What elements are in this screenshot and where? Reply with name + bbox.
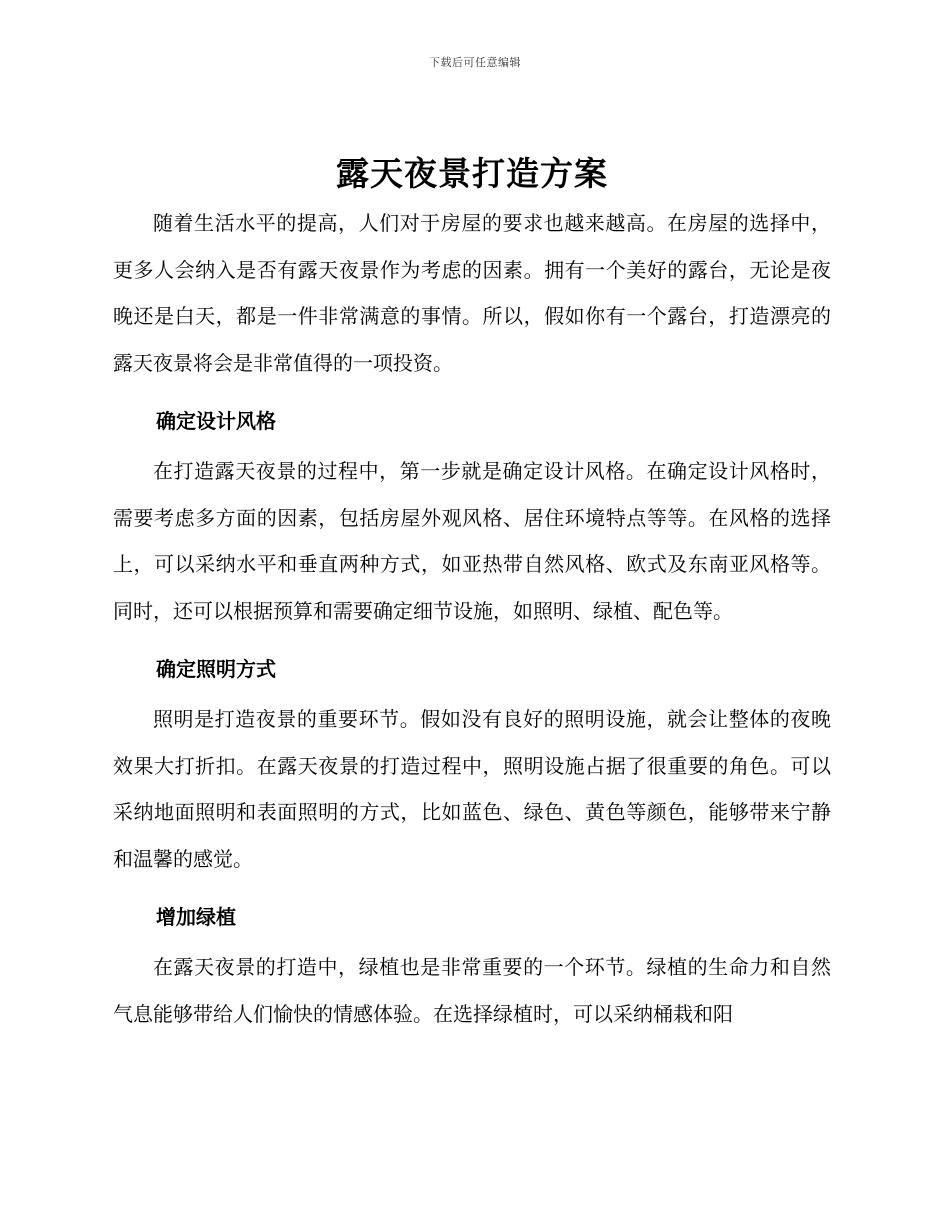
- section-heading-design-style: 确定设计风格: [156, 409, 276, 433]
- section-paragraph-design-style: 在打造露天夜景的过程中，第一步就是确定设计风格。在确定设计风格时，需要考虑多方面的因素，包括房屋外观风格、居住环境特点等等。在风格的选择上，可以采纳水平和垂直两种方式，如亚热带自然风格、欧式及东南亚风格等。同时，还可以根据预算和需要确定细节设施，如照明、绿植、配色等。: [113, 459, 831, 623]
- section-paragraph-greenery: 在露天夜景的打造中，绿植也是非常重要的一个环节。绿植的生命力和自然气息能够带给人们愉快的情感体验。在选择绿植时，可以采纳桶栽和阳: [113, 955, 831, 1026]
- document-title: 露天夜景打造方案: [336, 154, 608, 193]
- section-heading-lighting: 确定照明方式: [156, 657, 276, 681]
- section-paragraph-lighting: 照明是打造夜景的重要环节。假如没有良好的照明设施，就会让整体的夜晚效果大打折扣。在露天夜景的打造过程中，照明设施占据了很重要的角色。可以采纳地面照明和表面照明的方式，比如蓝色、绿色、黄色等颜色，能够带来宁静和温馨的感觉。: [113, 707, 831, 871]
- document-body: [113, 152, 831, 1037]
- section-heading-greenery: 增加绿植: [156, 905, 236, 929]
- page-header-note: 下载后可任意编辑: [429, 56, 521, 69]
- intro-paragraph: 随着生活水平的提高，人们对于房屋的要求也越来越高。在房屋的选择中，更多人会纳入是否有露天夜景作为考虑的因素。拥有一个美好的露台，无论是夜晚还是白天，都是一件非常满意的事情。所以，假如你有一个露台，打造漂亮的露天夜景将会是非常值得的一项投资。: [113, 211, 831, 375]
